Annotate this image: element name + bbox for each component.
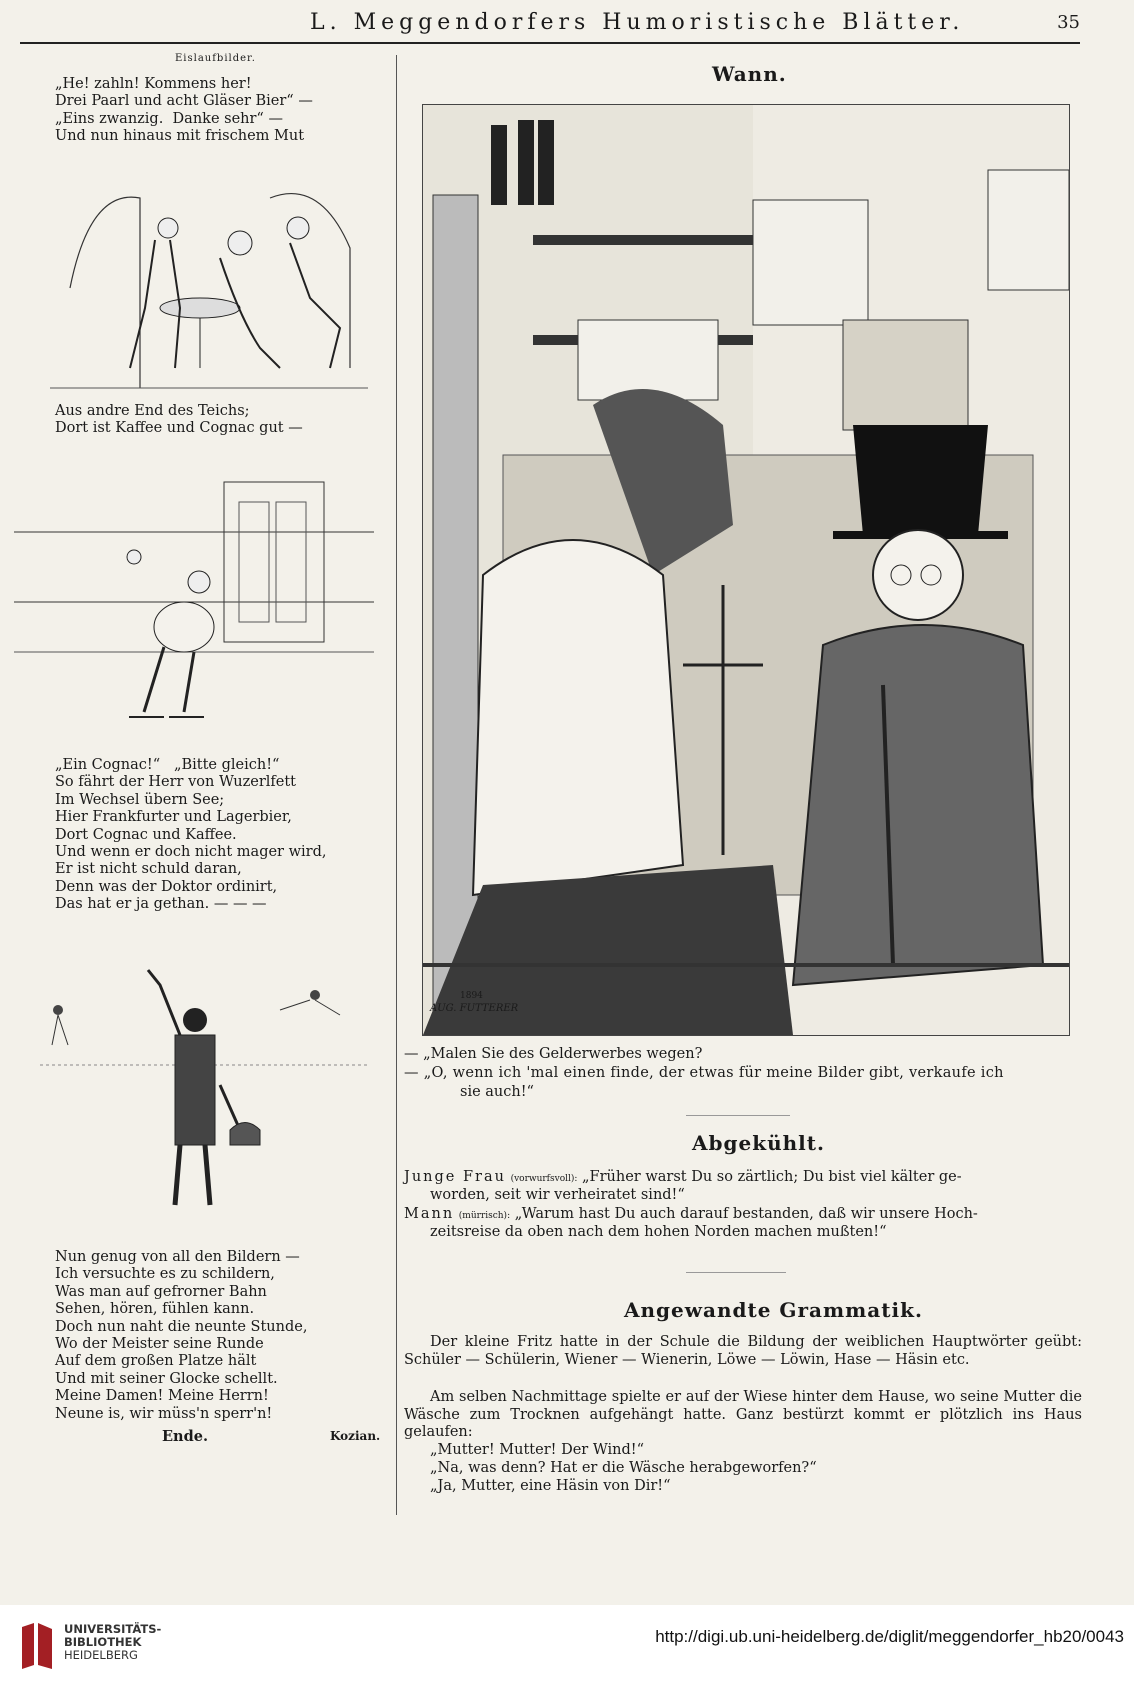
separator-2 [686, 1272, 786, 1273]
grammatik-quote-2: „Na, was denn? Hat er die Wäsche herabgeworfen?“ [430, 1460, 817, 1476]
verse-3: „Ein Cognac!“ „Bitte gleich!“ So fährt der Herr von Wuzerlfett Im Wechsel übern See; Hier Frankfurter und Lagerbier, Dort Cognac und Kaffee. Und wenn er doch nicht mager wird, Er ist nicht schuld daran, Denn was der Doktor ordinirt, Das hat er ja gethan. — — — [55, 757, 327, 913]
column-divider [396, 55, 397, 1515]
abgekuehlt-dialog-1 [404, 1169, 1084, 1189]
painter-studio-drawing [423, 105, 1069, 1035]
artist-year: 1894 [460, 991, 483, 1001]
library-logo-icon [18, 1619, 56, 1673]
illustration-tavern [50, 168, 368, 398]
bell-ringer-drawing [40, 965, 370, 1240]
library-name [64, 1623, 161, 1662]
dialog-text-2: „Warum hast Du auch darauf bestanden, daß wir unsere Hoch- [514, 1206, 978, 1222]
wann-caption-line3: sie auch!“ [460, 1084, 534, 1100]
illustration-bell-ringer [40, 965, 370, 1240]
skater-bar-drawing [14, 462, 374, 752]
verse-2: Aus andre End des Teichs; Dort ist Kaffee und Cognac gut — [55, 403, 303, 437]
library-line-2: BIBLIOTHEK [64, 1635, 142, 1649]
library-line-1: UNIVERSITÄTS- [64, 1622, 162, 1636]
speaker-mann: Mann [404, 1206, 455, 1222]
wann-caption-line2: — „O, wenn ich 'mal einen finde, der etwas für meine Bilder gibt, verkaufe ich [404, 1065, 1004, 1081]
author-kozian: Kozian. [330, 1429, 381, 1443]
wann-title: Wann. [712, 62, 787, 86]
page-number: 35 [1057, 12, 1080, 33]
journal-title: L. Meggendorfers Humoristische Blätter. [310, 10, 965, 35]
tavern-drawing [50, 168, 368, 398]
section-title-eislaufbilder: Eislaufbilder. [175, 53, 256, 64]
artist-signature: AUG. FUTTERER [430, 1003, 519, 1014]
stage-note-2: (mürrisch): [458, 1211, 511, 1221]
page-header [20, 8, 1080, 40]
verse-4: Nun genug von all den Bildern — Ich versuchte es zu schildern, Was man auf gefrorner Bahn Sehen, hören, fühlen kann. Doch nun naht die neunte Stunde, Wo der Meister seine Runde Auf dem großen Platze hält Und mit seiner Glocke schellt. Meine Damen! Meine Herrn! Neune is, wir müss'n sperr'n! [55, 1249, 308, 1422]
grammatik-quote-3: „Ja, Mutter, eine Häsin von Dir!“ [430, 1478, 671, 1494]
footer-bar [0, 1605, 1134, 1688]
wann-caption-line1: — „Malen Sie des Gelderwerbes wegen? [404, 1046, 703, 1062]
grammatik-title: Angewandte Grammatik. [624, 1298, 923, 1322]
abgekuehlt-title: Abgekühlt. [692, 1131, 825, 1155]
grammatik-quote-1: „Mutter! Mutter! Der Wind!“ [430, 1442, 644, 1458]
speaker-junge-frau: Junge Frau [404, 1169, 506, 1185]
library-line-3: HEIDELBERG [64, 1648, 138, 1662]
illustration-painter-studio [422, 104, 1070, 1036]
dialog-text-1b: worden, seit wir verheiratet sind!“ [430, 1187, 685, 1203]
grammatik-paragraph-1: Der kleine Fritz hatte in der Schule die Bildung der weiblichen Hauptwörter geübt: Schüler — Schülerin, Wiener — Wienerin, Löwe — Löwin, Hase — Häsin etc. [404, 1334, 1082, 1368]
illustration-skater-bar [14, 462, 374, 752]
grammatik-paragraph-2: Am selben Nachmittage spielte er auf der Wiese hinter dem Hause, wo seine Mutter die Wäsche zum Trocknen aufgehängt hatte. Ganz bestürzt kommt er plötzlich ins Haus gelaufen: [404, 1389, 1082, 1440]
source-url-link[interactable]: http://digi.ub.uni-heidelberg.de/diglit/meggendorfer_hb20/0043 [655, 1627, 1124, 1646]
header-rule [20, 42, 1080, 44]
verse-1: „He! zahln! Kommens her! Drei Paarl und acht Gläser Bier“ — „Eins zwanzig. Danke sehr“ — Und nun hinaus mit frischem Mut [55, 76, 313, 145]
abgekuehlt-dialog-2 [404, 1206, 1084, 1226]
dialog-text-1: „Früher warst Du so zärtlich; Du bist viel kälter ge- [582, 1169, 962, 1185]
stage-note-1: (vorwurfsvoll): [510, 1174, 578, 1184]
ende-label: Ende. [162, 1428, 209, 1445]
separator-1 [686, 1115, 790, 1116]
dialog-text-2b: zeitsreise da oben nach dem hohen Norden machen mußten!“ [430, 1224, 887, 1240]
